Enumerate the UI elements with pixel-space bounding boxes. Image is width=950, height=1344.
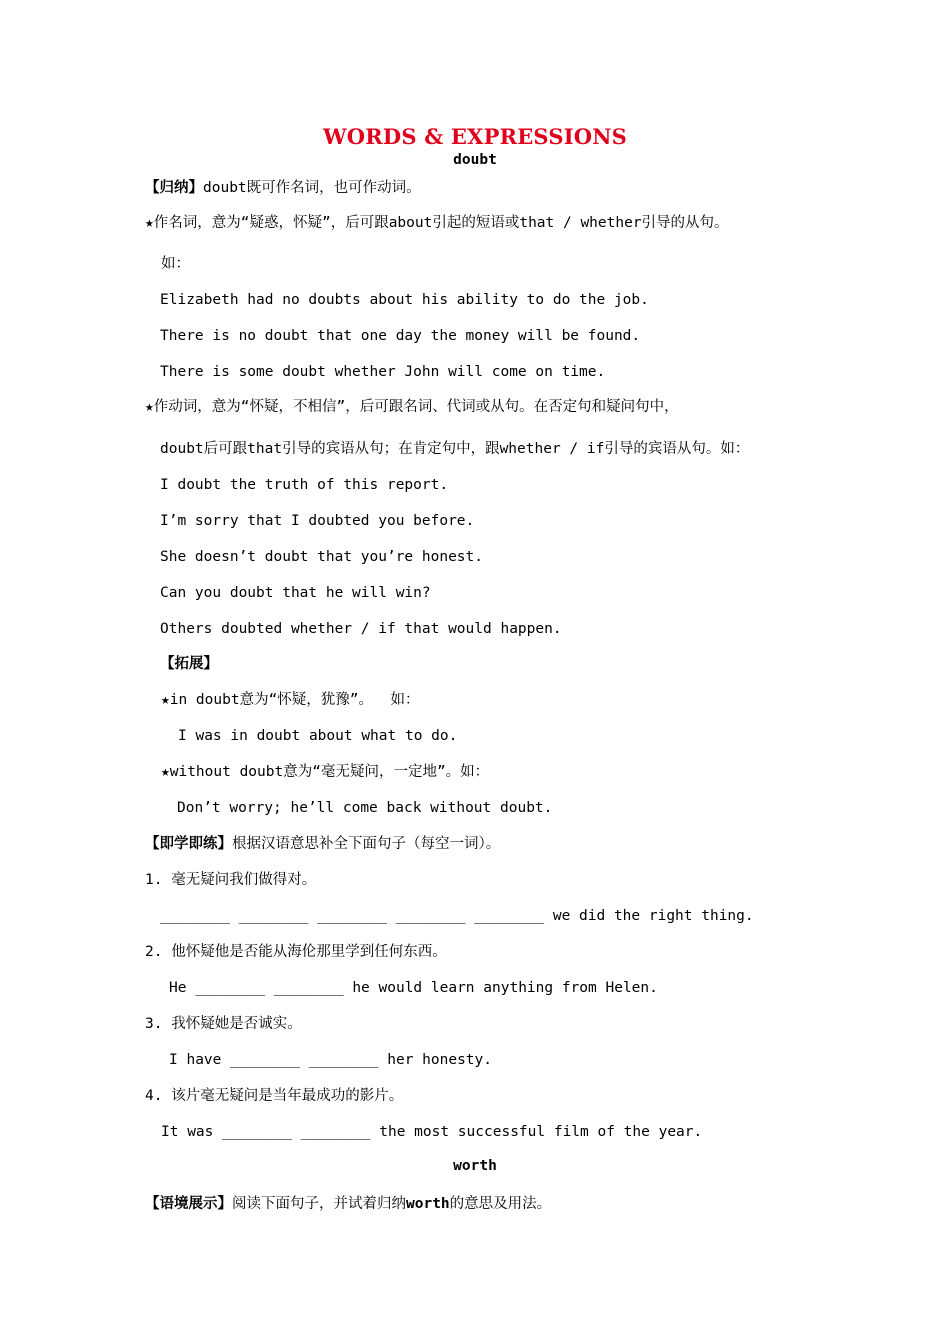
extend-without-doubt-example: Don’t worry; he’ll come back without doubt. bbox=[177, 800, 553, 816]
summary-text: doubt既可作名词，也可作动词。 bbox=[203, 180, 421, 196]
practice-tag: 【即学即练】 bbox=[145, 836, 232, 852]
exercise-prompt: 2. 他怀疑他是否能从海伦那里学到任何东西。 bbox=[145, 944, 447, 960]
page-title: WORDS & EXPRESSIONS bbox=[323, 124, 627, 149]
verb-example: I’m sorry that I doubted you before. bbox=[160, 513, 475, 529]
noun-example-label: 如： bbox=[161, 256, 190, 272]
context-text-end: 的意思及用法。 bbox=[449, 1196, 552, 1212]
summary-line bbox=[145, 178, 421, 198]
extend-tag: 【拓展】 bbox=[160, 656, 218, 672]
context-line bbox=[145, 1194, 551, 1214]
section-heading-doubt: doubt bbox=[453, 152, 497, 168]
extend-in-doubt: ★in doubt意为“怀疑，犹豫”。 如： bbox=[161, 692, 420, 708]
practice-text: 根据汉语意思补全下面句子（每空一词）。 bbox=[232, 836, 501, 852]
exercise-answer-line: It was ________ ________ the most successful film of the year. bbox=[161, 1124, 703, 1140]
context-word: worth bbox=[406, 1196, 450, 1212]
noun-example: Elizabeth had no doubts about his ability to do the job. bbox=[160, 292, 649, 308]
extend-in-doubt-example: I was in doubt about what to do. bbox=[178, 728, 458, 744]
exercise-prompt: 4. 该片毫无疑问是当年最成功的影片。 bbox=[145, 1088, 404, 1104]
verb-example: Can you doubt that he will win? bbox=[160, 585, 431, 601]
exercise-answer-line: He ________ ________ he would learn anything from Helen. bbox=[169, 980, 658, 996]
verb-example: She doesn’t doubt that you’re honest. bbox=[160, 549, 484, 565]
practice-line bbox=[145, 834, 500, 854]
verb-definition-line-2: doubt后可跟that引导的宾语从句；在肯定句中，跟whether / if引导的宾语从句。如： bbox=[160, 441, 750, 457]
verb-example: I doubt the truth of this report. bbox=[160, 477, 449, 493]
exercise-answer-line: ________ ________ ________ ________ ________ we did the right thing. bbox=[160, 908, 754, 924]
verb-definition-line-1: ★作动词，意为“怀疑，不相信”，后可跟名词、代词或从句。在否定句和疑问句中， bbox=[145, 399, 679, 415]
exercise-prompt: 1. 毫无疑问我们做得对。 bbox=[145, 872, 317, 888]
exercise-answer-line: I have ________ ________ her honesty. bbox=[169, 1052, 493, 1068]
noun-example: There is some doubt whether John will come on time. bbox=[160, 364, 606, 380]
context-tag: 【语境展示】 bbox=[145, 1196, 232, 1212]
noun-example: There is no doubt that one day the money will be found. bbox=[160, 328, 641, 344]
noun-definition: ★作名词，意为“疑惑，怀疑”，后可跟about引起的短语或that / whether引导的从句。 bbox=[145, 215, 729, 231]
context-text: 阅读下面句子，并试着归纳 bbox=[232, 1196, 406, 1212]
section-heading-worth: worth bbox=[453, 1158, 497, 1174]
verb-example: Others doubted whether / if that would happen. bbox=[160, 621, 562, 637]
extend-without-doubt: ★without doubt意为“毫无疑问，一定地”。如： bbox=[161, 764, 490, 780]
summary-tag: 【归纳】 bbox=[145, 180, 203, 196]
exercise-prompt: 3. 我怀疑她是否诚实。 bbox=[145, 1016, 302, 1032]
